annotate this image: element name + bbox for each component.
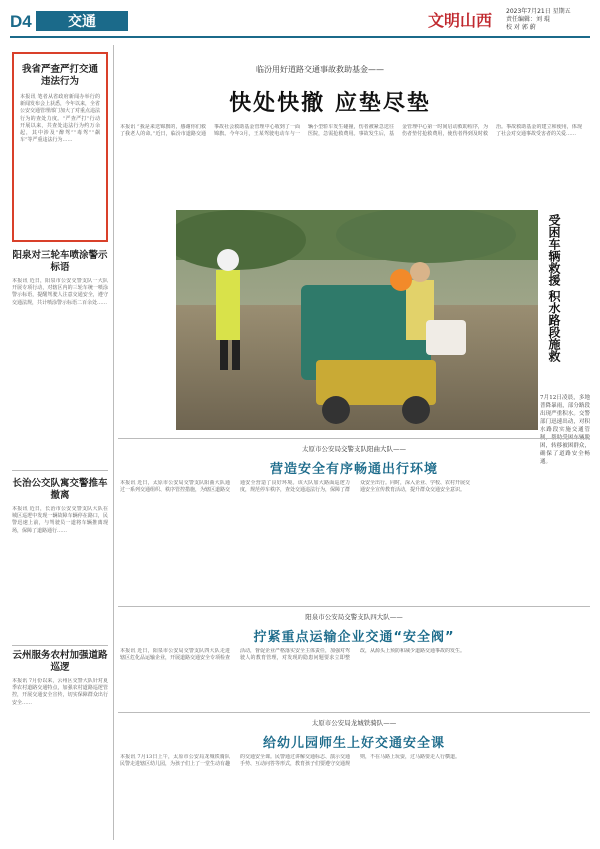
header-rule: [10, 36, 590, 38]
editor-line: 责任编辑：刘 琨: [506, 16, 550, 23]
page-number: D4: [10, 12, 32, 31]
rescue-photo: [176, 210, 538, 430]
masthead: 文明山西: [428, 11, 493, 30]
left-article-title: 长治公交队寓交警推车撤离: [12, 478, 108, 501]
article-body: 本报讯 7月13日上午，太原市公安局龙城铁骑队民警走进辖区幼儿园，为孩子们上了一堂生动有趣的交通安全课。民警通过讲解交通标志、演示交通手势、互动问答等形式，教育孩子们要遵守交通规则，不在马路上玩耍，过马路要走人行横道。: [120, 754, 461, 768]
left-article-title: 云州服务农村加强道路巡逻: [12, 650, 108, 673]
featured-body: 本报讯 笔者从省政府新闻办举行的新闻发布会上获悉，今年以来，全省公安交通管理部门加大了对重点违法行为的查处力度。“严查严打”行动开展以来，共查处违法行为约万余起，其中涉及“醉驾”“毒驾”“飙车”等严重违法行为……: [20, 94, 101, 144]
lead-body: 本报讯 “我是来送锦旗的，感谢你们救了我老人的命。”近日，临汾市道路交通事故社会救助基金管理中心收到了一面锦旗。今年3月，王某驾驶电动车与一辆小型轿车发生碰撞，伤者被紧急送往医院，急需抢救费用。事故发生后，基金管理中心第一时间启动救助程序，为伤者垫付抢救费用，使伤者得到及时救治。事故救助基金的建立和使用，体现了社会对交通事故受害者的关爱……: [120, 124, 582, 138]
date-block: [506, 8, 571, 32]
date-line: 2023年7月21日 星期五: [506, 8, 571, 15]
section-label: 交通: [36, 11, 128, 31]
left-article-1: [12, 250, 108, 428]
article-kicker: 太原市公安局交警支队阳曲大队——: [302, 445, 406, 453]
divider: [12, 645, 108, 646]
article-headline: 拧紧重点运输企业交通“安全阀”: [253, 630, 455, 645]
left-article-body: 本报讯 近日，长治市公安交警支队大队在城区巡逻中发现一辆故障车辆停在路口，民警迅速上前，与驾驶员一道将车辆推离现场，保障了道路通行……: [12, 506, 108, 534]
article-body: 本报讯 近日，阳泉市公安局交警支队四大队走进辖区危化品运输企业，开展道路交通安全专项检查活动，督促企业严格落实安全主体责任，加强对驾驶人的教育管理，对发现的隐患问题要求立即整改，从源头上预防和减少道路交通事故的发生。: [120, 648, 466, 662]
left-article-2: [12, 478, 108, 606]
proof-line: 校 对 郭 蔚: [506, 24, 536, 31]
photo-side-title: 受困车辆救援 积水路段施救: [547, 214, 561, 363]
article-kicker: 太原市公安局龙城铁骑队——: [311, 719, 397, 727]
article-headline: 给幼儿园师生上好交通安全课: [262, 736, 445, 751]
divider: [118, 712, 590, 713]
divider: [118, 438, 590, 439]
lead-kicker: 临汾用好道路交通事故救助基金——: [256, 65, 384, 74]
divider: [118, 606, 590, 607]
article-kicker: 阳泉市公安局交警支队四大队——: [305, 613, 403, 621]
lead-headline: 快处快撤 应垫尽垫: [229, 91, 431, 116]
photo-caption: 7月12日凌晨，多地普降暴雨，部分路段出现严重积水。交警部门迅速出动，对积水路段实施交通管 困，转移被困群众，确保了道路安全畅通。: [540, 395, 590, 465]
article-headline: 营造安全有序畅通出行环境: [269, 462, 438, 477]
photo-illustration: [176, 210, 538, 430]
left-article-body: 本报讯 7月份以来，云州区交警大队针对夏季农村道路交通特点，加强农村道路巡逻管控，开展交通安全宣传，切实保障群众出行安全……: [12, 678, 108, 706]
article-body: 本报讯 近日，太原市公安局交警支队阳曲大队通过一系列交通组织、秩序管控措施，为辖区道路交通安全营造了良好环境。该大队加大路面巡逻力度，规范停车秩序，查处交通违法行为，保障了群众安全出行。同时，深入企业、学校、农村开展交通安全宣传教育活动，提升群众交通安全意识。: [120, 480, 471, 494]
divider: [12, 470, 108, 471]
featured-title: 我省严查严打交通违法行为: [21, 64, 98, 87]
column-divider: [113, 45, 114, 840]
left-article-body: 本报讯 近日，阳泉市公安交警支队一大队开展专项行动，对辖区内的三轮车统一喷涂警示标语，提醒驾驶人注意交通安全，遵守交通法规，共计喷涂警示标语二百余处……: [12, 278, 108, 306]
left-article-3: [12, 650, 108, 848]
photo-side: [546, 214, 590, 384]
featured-box: [12, 52, 108, 242]
left-article-title: 阳泉对三轮车喷涂警示标语: [12, 250, 108, 273]
